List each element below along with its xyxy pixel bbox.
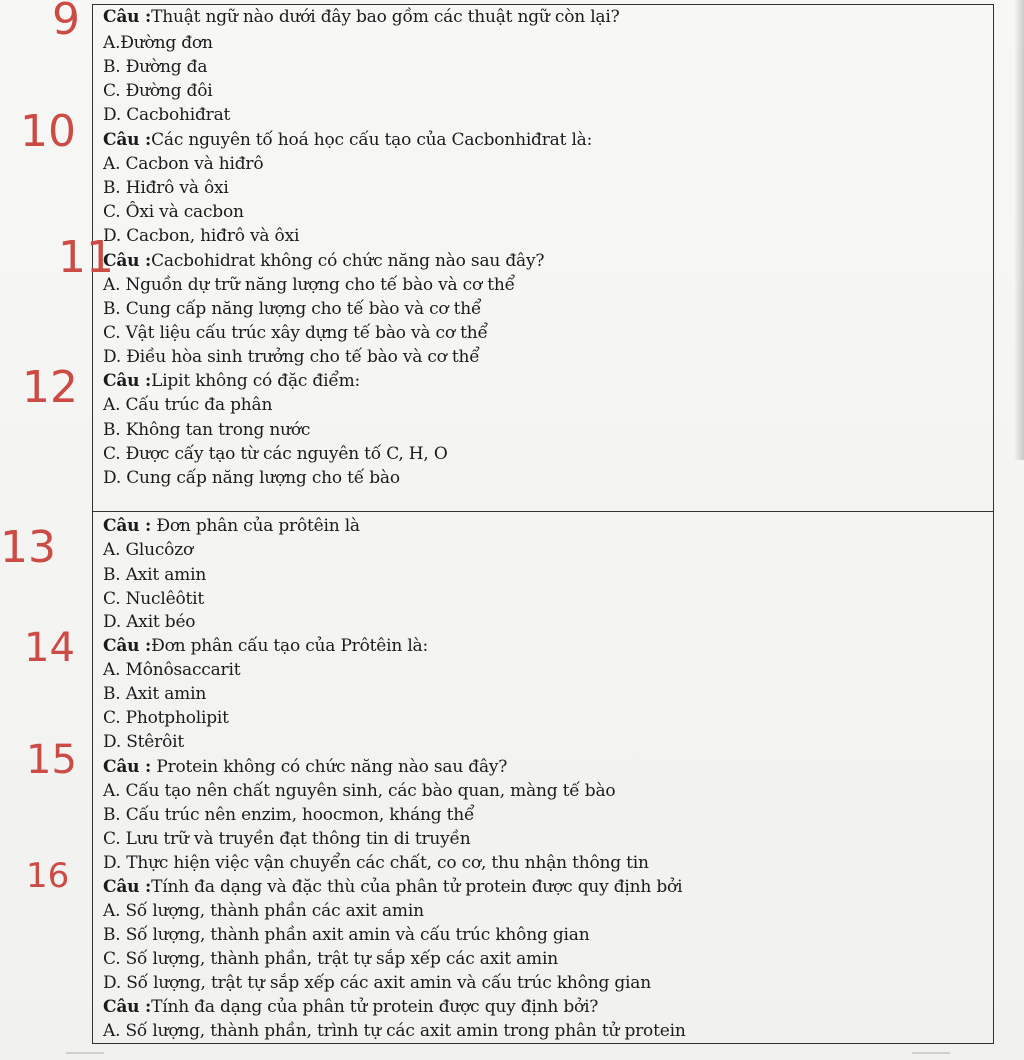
question-5-option-a: A. Glucôzơ <box>103 540 193 560</box>
question-text: Đơn phân của prôtêin là <box>156 516 360 536</box>
question-3 <box>103 250 544 272</box>
handwritten-number-9: 9 <box>52 0 80 45</box>
question-label: Câu : <box>103 997 152 1017</box>
question-1 <box>103 6 620 28</box>
question-7-option-a: A. Cấu tạo nên chất nguyên sinh, các bào quan, màng tế bào <box>103 781 616 801</box>
question-2-option-a: A. Cacbon và hiđrô <box>103 154 264 174</box>
question-2 <box>103 129 592 151</box>
question-2-option-d: D. Cacbon, hiđrô và ôxi <box>103 226 300 246</box>
question-6-option-c: C. Photpholipit <box>103 708 229 728</box>
question-label: Câu : <box>103 130 152 150</box>
question-9 <box>103 996 598 1018</box>
question-8-option-b: B. Số lượng, thành phần axit amin và cấu trúc không gian <box>103 925 590 945</box>
question-3-option-c: C. Vật liệu cấu trúc xây dựng tế bào và cơ thể <box>103 323 488 343</box>
question-8-option-d: D. Số lượng, trật tự sắp xếp các axit amin và cấu trúc không gian <box>103 973 651 993</box>
question-7-option-b: B. Cấu trúc nên enzim, hoocmon, kháng thể <box>103 805 475 825</box>
question-2-option-c: C. Ôxi và cacbon <box>103 202 244 222</box>
question-4-option-d: D. Cung cấp năng lượng cho tế bào <box>103 468 400 488</box>
handwritten-number-12: 12 <box>22 362 78 413</box>
question-text: Tính đa dạng của phân tử protein được quy định bởi? <box>151 997 599 1017</box>
page-edge-shadow <box>1014 0 1024 460</box>
question-label: Câu : <box>103 877 152 897</box>
question-5-option-d: D. Axit béo <box>103 612 196 632</box>
question-text: Tính đa dạng và đặc thù của phân tử protein được quy định bởi <box>151 877 683 897</box>
question-text: Thuật ngữ nào dưới đây bao gồm các thuật ngữ còn lại? <box>151 7 620 27</box>
handwritten-number-11: 11 <box>58 232 114 283</box>
question-3-option-a: A. Nguồn dự trữ năng lượng cho tế bào và cơ thể <box>103 275 515 295</box>
question-text: Lipit không có đặc điểm: <box>151 371 361 391</box>
question-1-option-a: A.Đường đơn <box>103 33 213 53</box>
question-label: Câu : <box>103 757 152 777</box>
question-6-option-b: B. Axit amin <box>103 684 207 704</box>
question-1-option-b: B. Đường đa <box>103 57 208 77</box>
question-9-option-a: A. Số lượng, thành phần, trình tự các axit amin trong phân tử protein <box>103 1021 686 1041</box>
question-2-option-b: B. Hiđrô và ôxi <box>103 178 229 198</box>
question-7-option-d: D. Thực hiện việc vận chuyển các chất, co cơ, thu nhận thông tin <box>103 853 649 873</box>
handwritten-number-15: 15 <box>26 737 77 783</box>
question-4-option-b: B. Không tan trong nước <box>103 420 311 440</box>
question-8-option-c: C. Số lượng, thành phần, trật tự sắp xếp các axit amin <box>103 949 558 969</box>
question-8-option-a: A. Số lượng, thành phần các axit amin <box>103 901 424 921</box>
question-label: Câu : <box>103 251 152 271</box>
question-4 <box>103 370 360 392</box>
page-footer-mark-right <box>912 1052 950 1054</box>
handwritten-number-13: 13 <box>0 522 56 573</box>
question-text: Protein không có chức năng nào sau đây? <box>156 757 508 777</box>
question-7 <box>103 756 507 778</box>
question-7-option-c: C. Lưu trữ và truyền đạt thông tin di truyền <box>103 829 471 849</box>
question-text: Các nguyên tố hoá học cấu tạo của Cacbonhiđrat là: <box>151 130 593 150</box>
handwritten-number-16: 16 <box>26 856 70 896</box>
question-3-option-d: D. Điều hòa sinh trưởng cho tế bào và cơ thể <box>103 347 480 367</box>
question-1-option-d: D. Cacbohiđrat <box>103 105 231 125</box>
question-5-option-c: C. Nuclêôtit <box>103 589 204 609</box>
question-1-option-c: C. Đường đôi <box>103 81 213 101</box>
question-6-option-d: D. Stêrôit <box>103 732 184 752</box>
question-text: Đơn phân cấu tạo của Prôtêin là: <box>151 636 429 656</box>
question-5 <box>103 515 360 537</box>
question-8 <box>103 876 682 898</box>
handwritten-number-14: 14 <box>24 625 75 671</box>
question-6-option-a: A. Mônôsaccarit <box>103 660 241 680</box>
question-4-option-a: A. Cấu trúc đa phân <box>103 395 273 415</box>
question-text: Cacbohidrat không có chức năng nào sau đây? <box>151 251 545 271</box>
question-label: Câu : <box>103 7 152 27</box>
page-footer-mark-left <box>66 1052 104 1054</box>
question-label: Câu : <box>103 636 152 656</box>
question-6 <box>103 635 428 657</box>
handwritten-number-10: 10 <box>20 106 76 157</box>
question-label: Câu : <box>103 516 152 536</box>
question-3-option-b: B. Cung cấp năng lượng cho tế bào và cơ thể <box>103 299 482 319</box>
question-label: Câu : <box>103 371 152 391</box>
question-4-option-c: C. Được cấy tạo từ các nguyên tố C, H, O <box>103 444 448 464</box>
question-5-option-b: B. Axit amin <box>103 565 207 585</box>
